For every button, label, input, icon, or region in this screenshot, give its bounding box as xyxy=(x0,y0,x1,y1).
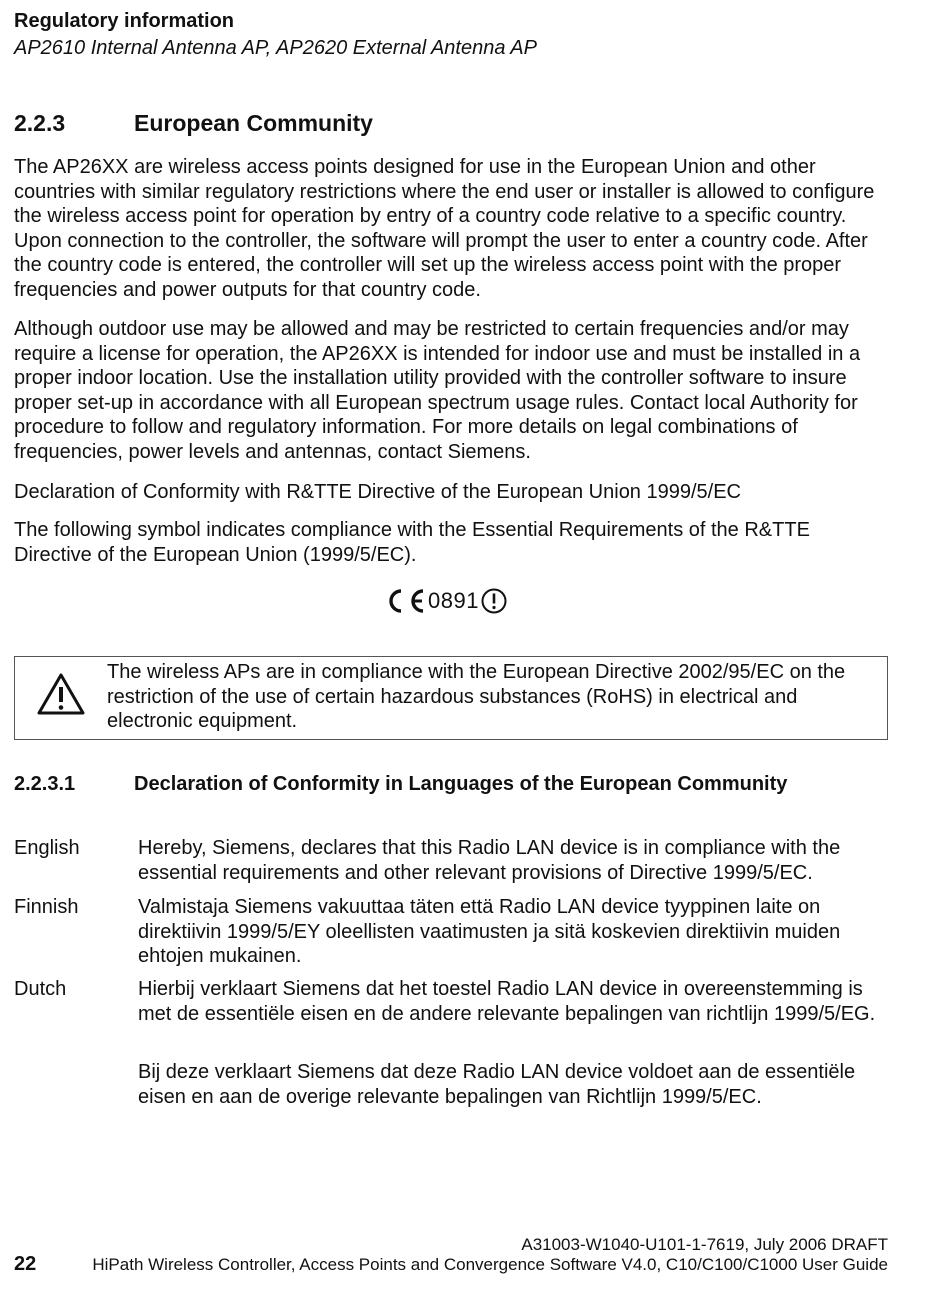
notified-body-number: 0891 xyxy=(428,588,479,613)
language-name: Dutch xyxy=(14,978,67,1000)
running-header-title: Regulatory information xyxy=(14,10,235,32)
paragraph-declaration: Declaration of Conformity with R&TTE Directive of the European Union 1999/5/EC xyxy=(14,481,742,503)
language-declaration: Valmistaja Siemens vakuuttaa täten että Radio LAN device tyyppinen laite on direktiivin 1999/5/EY oleellisten vaatimusten ja sitä koskevien direktiivin muiden ehtojen mukainen. xyxy=(138,896,841,968)
ce-mark xyxy=(384,586,509,616)
section-heading xyxy=(14,109,888,137)
paragraph-symbol-compliance: The following symbol indicates compliance with the Essential Requirements of the R&TTE Directive of the European Union (1999/5/EC). xyxy=(14,519,810,566)
footer-document-id: A31003-W1040-U101-1-7619, July 2006 DRAFT xyxy=(521,1235,888,1254)
paragraph-indoor-use: Although outdoor use may be allowed and may be restricted to certain frequencies and/or may require a license for operation, the AP26XX is intended for indoor use and must be installed in a proper indoor location. Use the installation utility provided with the controller software to insure proper set-up in accordance with all European spectrum usage rules. Contact local Authority for procedure to follow and regulatory information. For more details on legal combinations of frequencies, power levels and antennas, contact Siemens. xyxy=(14,318,861,463)
rohs-note-box xyxy=(14,656,888,740)
subsection-number: 2.2.3.1 xyxy=(14,773,76,795)
footer-guide-title: HiPath Wireless Controller, Access Points and Convergence Software V4.0, C10/C100/C1000 User Guide xyxy=(92,1255,888,1274)
language-declaration: Hierbij verklaart Siemens dat het toestel Radio LAN device in overeenstemming is met de essentiële eisen en de andere relevante bepalingen van richtlijn 1999/5/EG. xyxy=(138,978,876,1025)
running-header-subtitle: AP2610 Internal Antenna AP, AP2620 External Antenna AP xyxy=(14,37,537,59)
section-number: 2.2.3 xyxy=(14,110,66,136)
rohs-note-text: The wireless APs are in compliance with the European Directive 2002/95/EC on the restriction of the use of certain hazardous substances (RoHS) in electrical and electronic equipment. xyxy=(107,661,846,733)
ce-logo-icon xyxy=(384,587,426,615)
language-name: English xyxy=(14,837,80,859)
alert-circle-icon xyxy=(479,587,509,615)
page-number: 22 xyxy=(14,1253,37,1275)
section-title: European Community xyxy=(134,110,373,136)
language-declaration: Hereby, Siemens, declares that this Radio LAN device is in compliance with the essential requirements and other relevant provisions of Directive 1999/5/EC. xyxy=(138,837,841,884)
paragraph-country-code: The AP26XX are wireless access points designed for use in the European Union and other countries with similar regulatory restrictions where the end user or installer is allowed to configure the wireless access point for operation by entry of a country code relative to a specific country. Upon connection to the controller, the software will prompt the user to enter a country code. After the country code is entered, the controller will set up the wireless access point with the proper frequencies and power outputs for that country code. xyxy=(14,156,875,301)
warning-triangle-icon xyxy=(35,671,87,717)
subsection-title: Declaration of Conformity in Languages of the European Community xyxy=(134,773,788,795)
language-declaration: Bij deze verklaart Siemens dat deze Radio LAN device voldoet aan de essentiële eisen en aan de overige relevante bepalingen van Richtlijn 1999/5/EC. xyxy=(138,1061,856,1108)
subsection-heading xyxy=(14,771,888,797)
language-name: Finnish xyxy=(14,896,79,918)
document-page xyxy=(14,0,888,1295)
